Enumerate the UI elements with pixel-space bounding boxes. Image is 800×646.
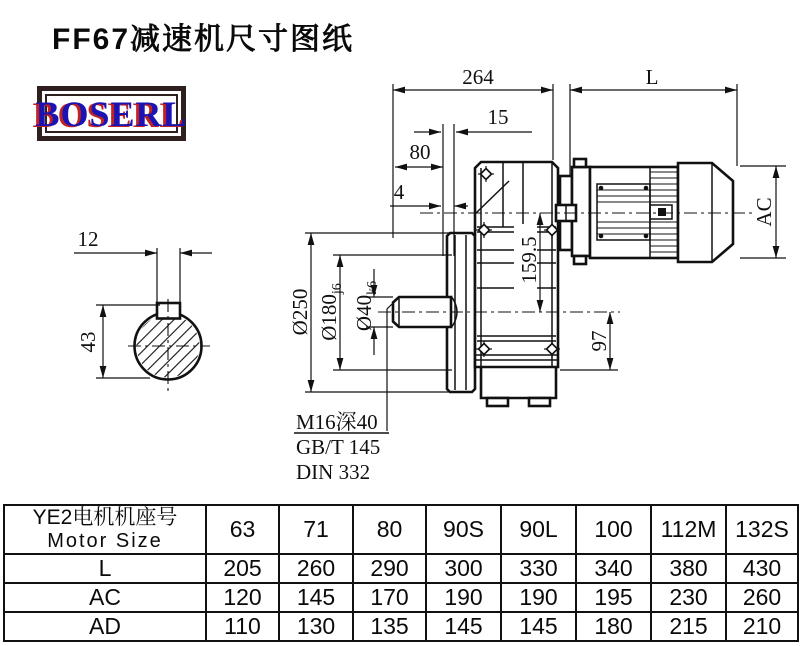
leader-line bbox=[387, 304, 392, 431]
dim-15: 15 bbox=[487, 105, 509, 129]
dim-motor-diameter: AC bbox=[752, 197, 776, 227]
table-cell: 260 bbox=[726, 583, 798, 612]
size-col-112m: 112M bbox=[651, 505, 726, 554]
dim-80: 80 bbox=[409, 140, 431, 164]
table-cell: 135 bbox=[353, 612, 426, 641]
header-motor-size-en: Motor Size bbox=[47, 530, 163, 553]
note-tap: M16深40 bbox=[296, 410, 378, 434]
table-cell: 120 bbox=[206, 583, 279, 612]
table-cell: 110 bbox=[206, 612, 279, 641]
dim-overall-width: 264 bbox=[462, 65, 494, 89]
shaft-section-view bbox=[74, 227, 212, 393]
dim-key-width: 12 bbox=[77, 227, 99, 251]
table-cell: 145 bbox=[501, 612, 576, 641]
table-cell: 205 bbox=[206, 554, 279, 583]
size-col-63: 63 bbox=[206, 505, 279, 554]
table-row-L bbox=[4, 554, 798, 583]
size-col-80: 80 bbox=[353, 505, 426, 554]
note-din-standard: DIN 332 bbox=[296, 460, 371, 484]
dim-shaft-diameter: $Ø40_{k6}$ bbox=[352, 280, 380, 332]
table-cell: 145 bbox=[426, 612, 501, 641]
table-cell: 210 bbox=[726, 612, 798, 641]
table-row-AD bbox=[4, 612, 798, 641]
table-header-row bbox=[4, 505, 798, 554]
dim-spigot-diameter: $Ø180_{j6}$ bbox=[317, 283, 345, 341]
size-col-132s: 132S bbox=[726, 505, 798, 554]
header-motor-size bbox=[4, 505, 206, 554]
table-cell: 195 bbox=[576, 583, 651, 612]
header-motor-size-cn: YE2电机机座号 bbox=[32, 506, 178, 529]
table-cell: 145 bbox=[279, 583, 353, 612]
dim-4: 4 bbox=[393, 180, 405, 204]
motor bbox=[556, 159, 733, 264]
table-cell: 190 bbox=[501, 583, 576, 612]
boserl-logo-text: BOSERL bbox=[35, 93, 188, 134]
row-label-AC: AC bbox=[4, 583, 206, 612]
size-col-71: 71 bbox=[279, 505, 353, 554]
size-col-100: 100 bbox=[576, 505, 651, 554]
table-cell: 230 bbox=[651, 583, 726, 612]
motor-size-table bbox=[3, 504, 799, 642]
table-cell: 215 bbox=[651, 612, 726, 641]
dim-motor-length: L bbox=[645, 65, 659, 89]
table-row-AC bbox=[4, 583, 798, 612]
page-title: FF67减速机尺寸图纸 bbox=[52, 23, 355, 56]
row-label-AD: AD bbox=[4, 612, 206, 641]
note-gb-standard: GB/T 145 bbox=[296, 435, 381, 459]
table-cell: 170 bbox=[353, 583, 426, 612]
table-cell: 180 bbox=[576, 612, 651, 641]
row-label-L: L bbox=[4, 554, 206, 583]
table-cell: 380 bbox=[651, 554, 726, 583]
table-cell: 190 bbox=[426, 583, 501, 612]
size-col-90l: 90L bbox=[501, 505, 576, 554]
dim-key-height: 43 bbox=[76, 331, 100, 353]
table-cell: 330 bbox=[501, 554, 576, 583]
table-cell: 260 bbox=[279, 554, 353, 583]
table-cell: 340 bbox=[576, 554, 651, 583]
dim-flange-od: Ø250 bbox=[288, 288, 312, 336]
size-col-90s: 90S bbox=[426, 505, 501, 554]
table-cell: 290 bbox=[353, 554, 426, 583]
table-cell: 430 bbox=[726, 554, 798, 583]
dim-center-height: 159.5 bbox=[517, 236, 541, 284]
table-cell: 300 bbox=[426, 554, 501, 583]
dim-base-height: 97 bbox=[587, 330, 611, 352]
table-cell: 130 bbox=[279, 612, 353, 641]
